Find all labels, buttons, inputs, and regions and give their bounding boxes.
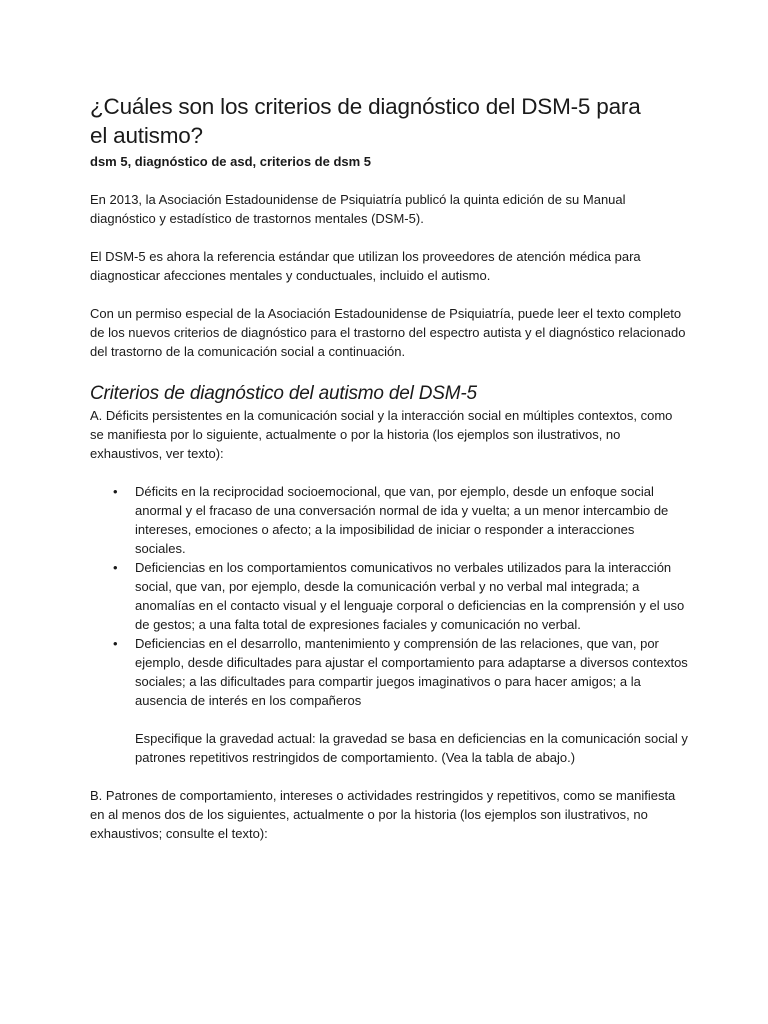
bullet-icon: • bbox=[113, 560, 118, 575]
list-item bbox=[113, 558, 688, 634]
document-tags: dsm 5, diagnóstico de asd, criterios de dsm 5 bbox=[90, 154, 372, 169]
list-item bbox=[113, 634, 688, 710]
section-heading: Criterios de diagnóstico del autismo del DSM-5 bbox=[90, 383, 477, 404]
criterion-b: B. Patrones de comportamiento, intereses o actividades restringidos y repetitivos, como se manifiesta en al menos dos de los siguientes, actualmente o por la historia (los ejemplos son ilustrativos, no exhaustivos; consulte el texto): bbox=[90, 788, 676, 841]
bullet-icon: • bbox=[113, 636, 118, 651]
paragraph-permission: Con un permiso especial de la Asociación Estadounidense de Psiquiatría, puede leer el texto completo de los nuevos criterios de diagnóstico para el trastorno del espectro autista y el diagnóstico relacionado del trastorno de la comunicación social a continuación. bbox=[90, 306, 686, 359]
list-item-text: Déficits en la reciprocidad socioemocional, que van, por ejemplo, desde un enfoque social anormal y el fracaso de una conversación normal de ida y vuelta; a un menor intercambio de intereses, emociones o afecto; a la imposibilidad de iniciar o responder a interacciones sociales. bbox=[135, 484, 669, 556]
paragraph-intro: En 2013, la Asociación Estadounidense de Psiquiatría publicó la quinta edición de su Manual diagnóstico y estadístico de trastornos mentales (DSM-5). bbox=[90, 192, 626, 226]
document-title: ¿Cuáles son los criterios de diagnóstico del DSM-5 para el autismo? bbox=[90, 94, 641, 148]
list-item-text: Deficiencias en el desarrollo, mantenimiento y comprensión de las relaciones, que van, por ejemplo, desde dificultades para ajustar el comportamiento para adaptarse a diversos contextos sociales; a las dificultades para compartir juegos imaginativos o para hacer amigos; a la ausencia de interés en los compañeros bbox=[135, 636, 688, 708]
paragraph-reference: El DSM-5 es ahora la referencia estándar que utilizan los proveedores de atención médica para diagnosticar afecciones mentales y conductuales, incluido el autismo. bbox=[90, 249, 641, 283]
list-item bbox=[113, 482, 688, 558]
bullet-icon: • bbox=[113, 484, 118, 499]
criteria-list bbox=[90, 482, 688, 710]
criterion-a: A. Déficits persistentes en la comunicación social y la interacción social en múltiples contextos, como se manifiesta por lo siguiente, actualmente o por la historia (los ejemplos son ilustrativos, no exhaustivos, ver texto): bbox=[90, 408, 673, 461]
list-item-text: Deficiencias en los comportamientos comunicativos no verbales utilizados para la interacción social, que van, por ejemplo, desde la comunicación verbal y no verbal mal integrada; a anomalías en el contacto visual y el lenguaje corporal o deficiencias en la comprensión y el uso de gestos; a una falta total de expresiones faciales y comunicación no verbal. bbox=[135, 560, 685, 632]
severity-note: Especifique la gravedad actual: la gravedad se basa en deficiencias en la comunicación social y patrones repetitivos restringidos de comportamiento. (Vea la tabla de abajo.) bbox=[135, 731, 688, 765]
